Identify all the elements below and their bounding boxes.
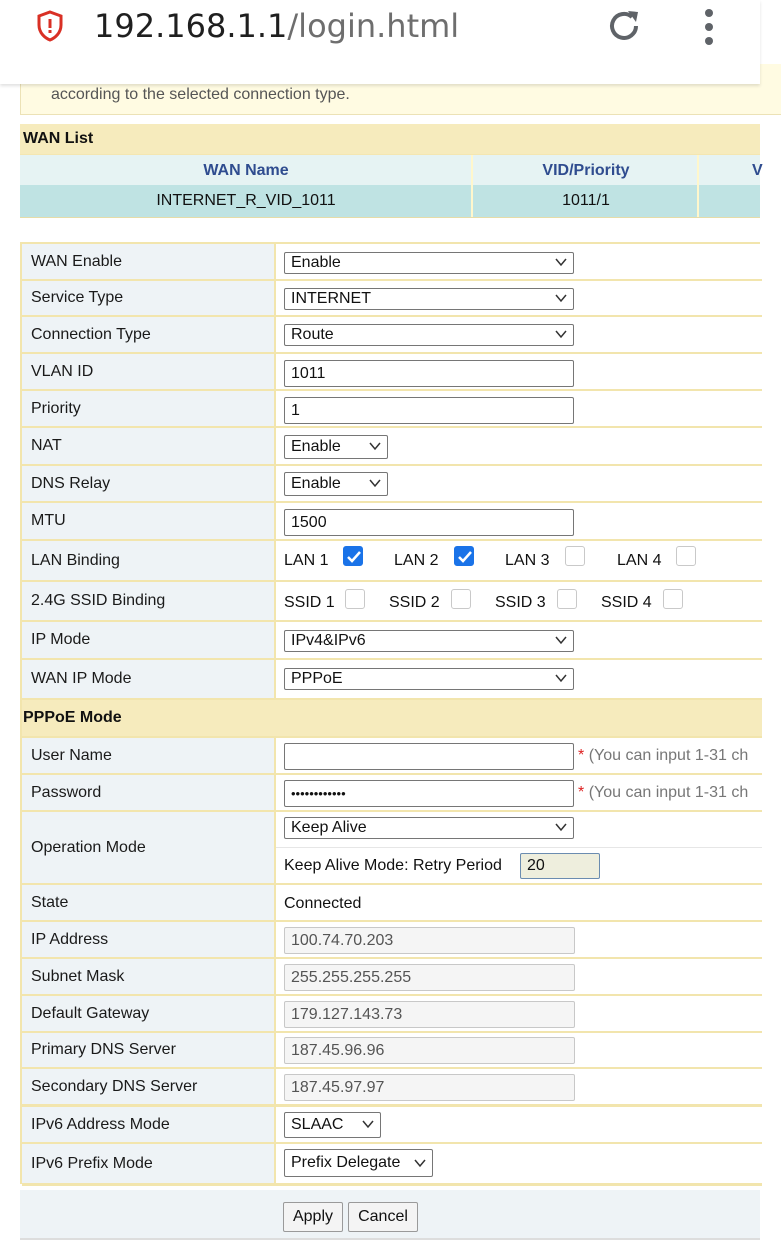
ssid4-label: SSID 4 bbox=[601, 594, 652, 611]
pppoe-title: PPPoE Mode bbox=[23, 709, 122, 726]
operation-mode-value: Keep Alive bbox=[291, 819, 367, 836]
priority-label: Priority bbox=[22, 391, 276, 426]
wan-name-header: WAN Name bbox=[203, 161, 289, 179]
service-type-select[interactable] bbox=[284, 288, 574, 310]
connection-type-select[interactable] bbox=[284, 324, 574, 346]
chevron-down-icon bbox=[555, 294, 567, 303]
dns-relay-row bbox=[22, 466, 762, 503]
pppoe-section-row bbox=[22, 700, 762, 738]
wan-enable-select[interactable] bbox=[284, 252, 574, 274]
default-gateway-field: 179.127.143.73 bbox=[284, 1001, 575, 1028]
dns-relay-label: DNS Relay bbox=[22, 466, 276, 501]
retry-period-input[interactable]: 20 bbox=[520, 853, 600, 879]
subnet-mask-row bbox=[22, 959, 762, 996]
vid-priority-cell: 1011/1 bbox=[562, 192, 610, 209]
retry-period-label: Keep Alive Mode: Retry Period bbox=[284, 857, 502, 874]
ip-address-row bbox=[22, 922, 762, 959]
priority-row bbox=[22, 391, 762, 428]
button-bar bbox=[20, 1190, 760, 1240]
lan3-label: LAN 3 bbox=[505, 552, 550, 569]
wan-enable-label: WAN Enable bbox=[22, 244, 276, 279]
password-hint-text: (You can input 1-31 ch bbox=[588, 784, 749, 801]
cancel-button[interactable]: Cancel bbox=[348, 1202, 418, 1232]
ssid-binding-label: 2.4G SSID Binding bbox=[22, 582, 276, 620]
password-row bbox=[22, 775, 762, 812]
lan-binding-label: LAN Binding bbox=[22, 541, 276, 580]
wan-list-header bbox=[20, 154, 763, 186]
ip-mode-select[interactable] bbox=[284, 630, 574, 652]
service-type-value: INTERNET bbox=[291, 290, 371, 307]
ipv6-prefix-mode-row bbox=[22, 1144, 762, 1186]
mtu-row bbox=[22, 503, 762, 541]
ipv6-prefix-mode-value: Prefix Delegate bbox=[291, 1154, 401, 1171]
priority-input[interactable]: 1 bbox=[284, 397, 574, 424]
ssid2-checkbox[interactable] bbox=[451, 589, 471, 609]
password-label: Password bbox=[22, 775, 276, 810]
secondary-dns-label: Secondary DNS Server bbox=[22, 1069, 276, 1104]
user-name-hint-text: (You can input 1-31 ch bbox=[588, 747, 749, 764]
ssid4-checkbox[interactable] bbox=[663, 589, 683, 609]
nat-select[interactable] bbox=[284, 435, 388, 459]
required-mark: * bbox=[578, 784, 585, 801]
chevron-down-icon bbox=[555, 636, 567, 645]
mtu-label: MTU bbox=[22, 503, 276, 539]
vid-priority-header: VID/Priority bbox=[542, 161, 630, 179]
default-gateway-row bbox=[22, 996, 762, 1033]
state-row bbox=[22, 885, 762, 922]
nat-label: NAT bbox=[22, 428, 276, 464]
password-hint bbox=[578, 784, 748, 802]
ipv6-address-mode-label: IPv6 Address Mode bbox=[22, 1107, 276, 1142]
state-label: State bbox=[22, 885, 276, 920]
ip-mode-row bbox=[22, 622, 762, 660]
ipv6-address-mode-value: SLAAC bbox=[291, 1116, 344, 1133]
ssid1-label: SSID 1 bbox=[284, 594, 335, 611]
nat-value: Enable bbox=[291, 438, 341, 455]
vlan-id-row bbox=[22, 354, 762, 391]
ipv6-prefix-mode-label: IPv6 Prefix Mode bbox=[22, 1144, 276, 1183]
ssid-binding-row bbox=[22, 582, 762, 622]
ssid3-checkbox[interactable] bbox=[557, 589, 577, 609]
lan-binding-row bbox=[22, 541, 762, 582]
ipv6-address-mode-row bbox=[22, 1107, 762, 1144]
secondary-dns-row bbox=[22, 1069, 762, 1107]
wan-enable-row bbox=[22, 244, 762, 281]
secondary-dns-field: 187.45.97.97 bbox=[284, 1074, 575, 1101]
user-name-row bbox=[22, 738, 762, 775]
lan2-label: LAN 2 bbox=[394, 552, 439, 569]
chevron-down-icon bbox=[369, 479, 381, 488]
lan3-checkbox[interactable] bbox=[565, 546, 585, 566]
wan-ip-mode-label: WAN IP Mode bbox=[22, 660, 276, 698]
connection-type-row bbox=[22, 317, 762, 354]
vlan-id-label: VLAN ID bbox=[22, 354, 276, 389]
dns-relay-value: Enable bbox=[291, 475, 341, 492]
password-input[interactable]: •••••••••••• bbox=[284, 780, 574, 807]
ipv6-address-mode-select[interactable] bbox=[284, 1112, 381, 1138]
primary-dns-row bbox=[22, 1033, 762, 1069]
chevron-down-icon bbox=[555, 330, 567, 339]
browser-address-bar[interactable] bbox=[0, 0, 760, 84]
reload-icon[interactable] bbox=[606, 9, 644, 43]
wan-ip-mode-value: PPPoE bbox=[291, 670, 343, 687]
chevron-down-icon bbox=[369, 442, 381, 451]
wan-config-form bbox=[20, 242, 760, 1184]
lan1-label: LAN 1 bbox=[284, 552, 329, 569]
operation-mode-label: Operation Mode bbox=[22, 812, 276, 883]
chevron-down-icon bbox=[362, 1120, 374, 1129]
ipv6-prefix-mode-select[interactable] bbox=[284, 1149, 433, 1177]
service-type-row bbox=[22, 281, 762, 317]
operation-mode-row bbox=[22, 812, 762, 885]
subnet-mask-field: 255.255.255.255 bbox=[284, 964, 575, 991]
dns-relay-select[interactable] bbox=[284, 472, 388, 496]
url-text[interactable] bbox=[94, 8, 459, 44]
connection-type-value: Route bbox=[291, 326, 334, 343]
chevron-down-icon bbox=[555, 674, 567, 683]
lan1-checkbox[interactable] bbox=[343, 546, 363, 566]
ssid2-label: SSID 2 bbox=[389, 594, 440, 611]
primary-dns-field: 187.45.96.96 bbox=[284, 1037, 575, 1064]
ip-mode-label: IP Mode bbox=[22, 622, 276, 658]
security-warning-icon[interactable] bbox=[36, 10, 64, 42]
apply-button[interactable]: Apply bbox=[283, 1202, 343, 1232]
wan-list-title: WAN List bbox=[20, 124, 760, 154]
notice-text: according to the selected connection type. bbox=[51, 86, 350, 103]
ip-address-field: 100.74.70.203 bbox=[284, 927, 575, 954]
state-value: Connected bbox=[284, 895, 362, 912]
required-mark: * bbox=[578, 747, 585, 764]
page-content bbox=[0, 84, 763, 1241]
vlan-id-input[interactable]: 1011 bbox=[284, 360, 574, 387]
user-name-label: User Name bbox=[22, 738, 276, 773]
wan-ip-mode-select[interactable] bbox=[284, 668, 574, 690]
ip-mode-value: IPv4&IPv6 bbox=[291, 632, 366, 649]
url-host: 192.168.1.1 bbox=[94, 7, 288, 45]
primary-dns-label: Primary DNS Server bbox=[22, 1033, 276, 1067]
default-gateway-label: Default Gateway bbox=[22, 996, 276, 1031]
chevron-down-icon bbox=[414, 1159, 426, 1168]
chevron-down-icon bbox=[555, 258, 567, 267]
user-name-input[interactable] bbox=[284, 743, 574, 770]
service-type-label: Service Type bbox=[22, 281, 276, 315]
subnet-mask-label: Subnet Mask bbox=[22, 959, 276, 994]
nat-row bbox=[22, 428, 762, 466]
ssid1-checkbox[interactable] bbox=[345, 589, 365, 609]
url-path: /login.html bbox=[287, 7, 460, 45]
mtu-input[interactable]: 1500 bbox=[284, 509, 574, 536]
user-name-hint bbox=[578, 747, 748, 765]
lan4-checkbox[interactable] bbox=[676, 546, 696, 566]
chevron-down-icon bbox=[555, 823, 567, 832]
ssid3-label: SSID 3 bbox=[495, 594, 546, 611]
connection-type-label: Connection Type bbox=[22, 317, 276, 352]
lan4-label: LAN 4 bbox=[617, 552, 662, 569]
lan2-checkbox[interactable] bbox=[454, 546, 474, 566]
wan-name-cell: INTERNET_R_VID_1011 bbox=[156, 192, 336, 209]
wan-enable-value: Enable bbox=[291, 254, 341, 271]
wan-ip-mode-row bbox=[22, 660, 762, 700]
table-row[interactable] bbox=[20, 185, 760, 218]
operation-mode-select[interactable] bbox=[284, 817, 574, 839]
truncated-header: V bbox=[752, 161, 763, 179]
overflow-menu-icon[interactable] bbox=[702, 8, 716, 46]
ip-address-label: IP Address bbox=[22, 922, 276, 957]
